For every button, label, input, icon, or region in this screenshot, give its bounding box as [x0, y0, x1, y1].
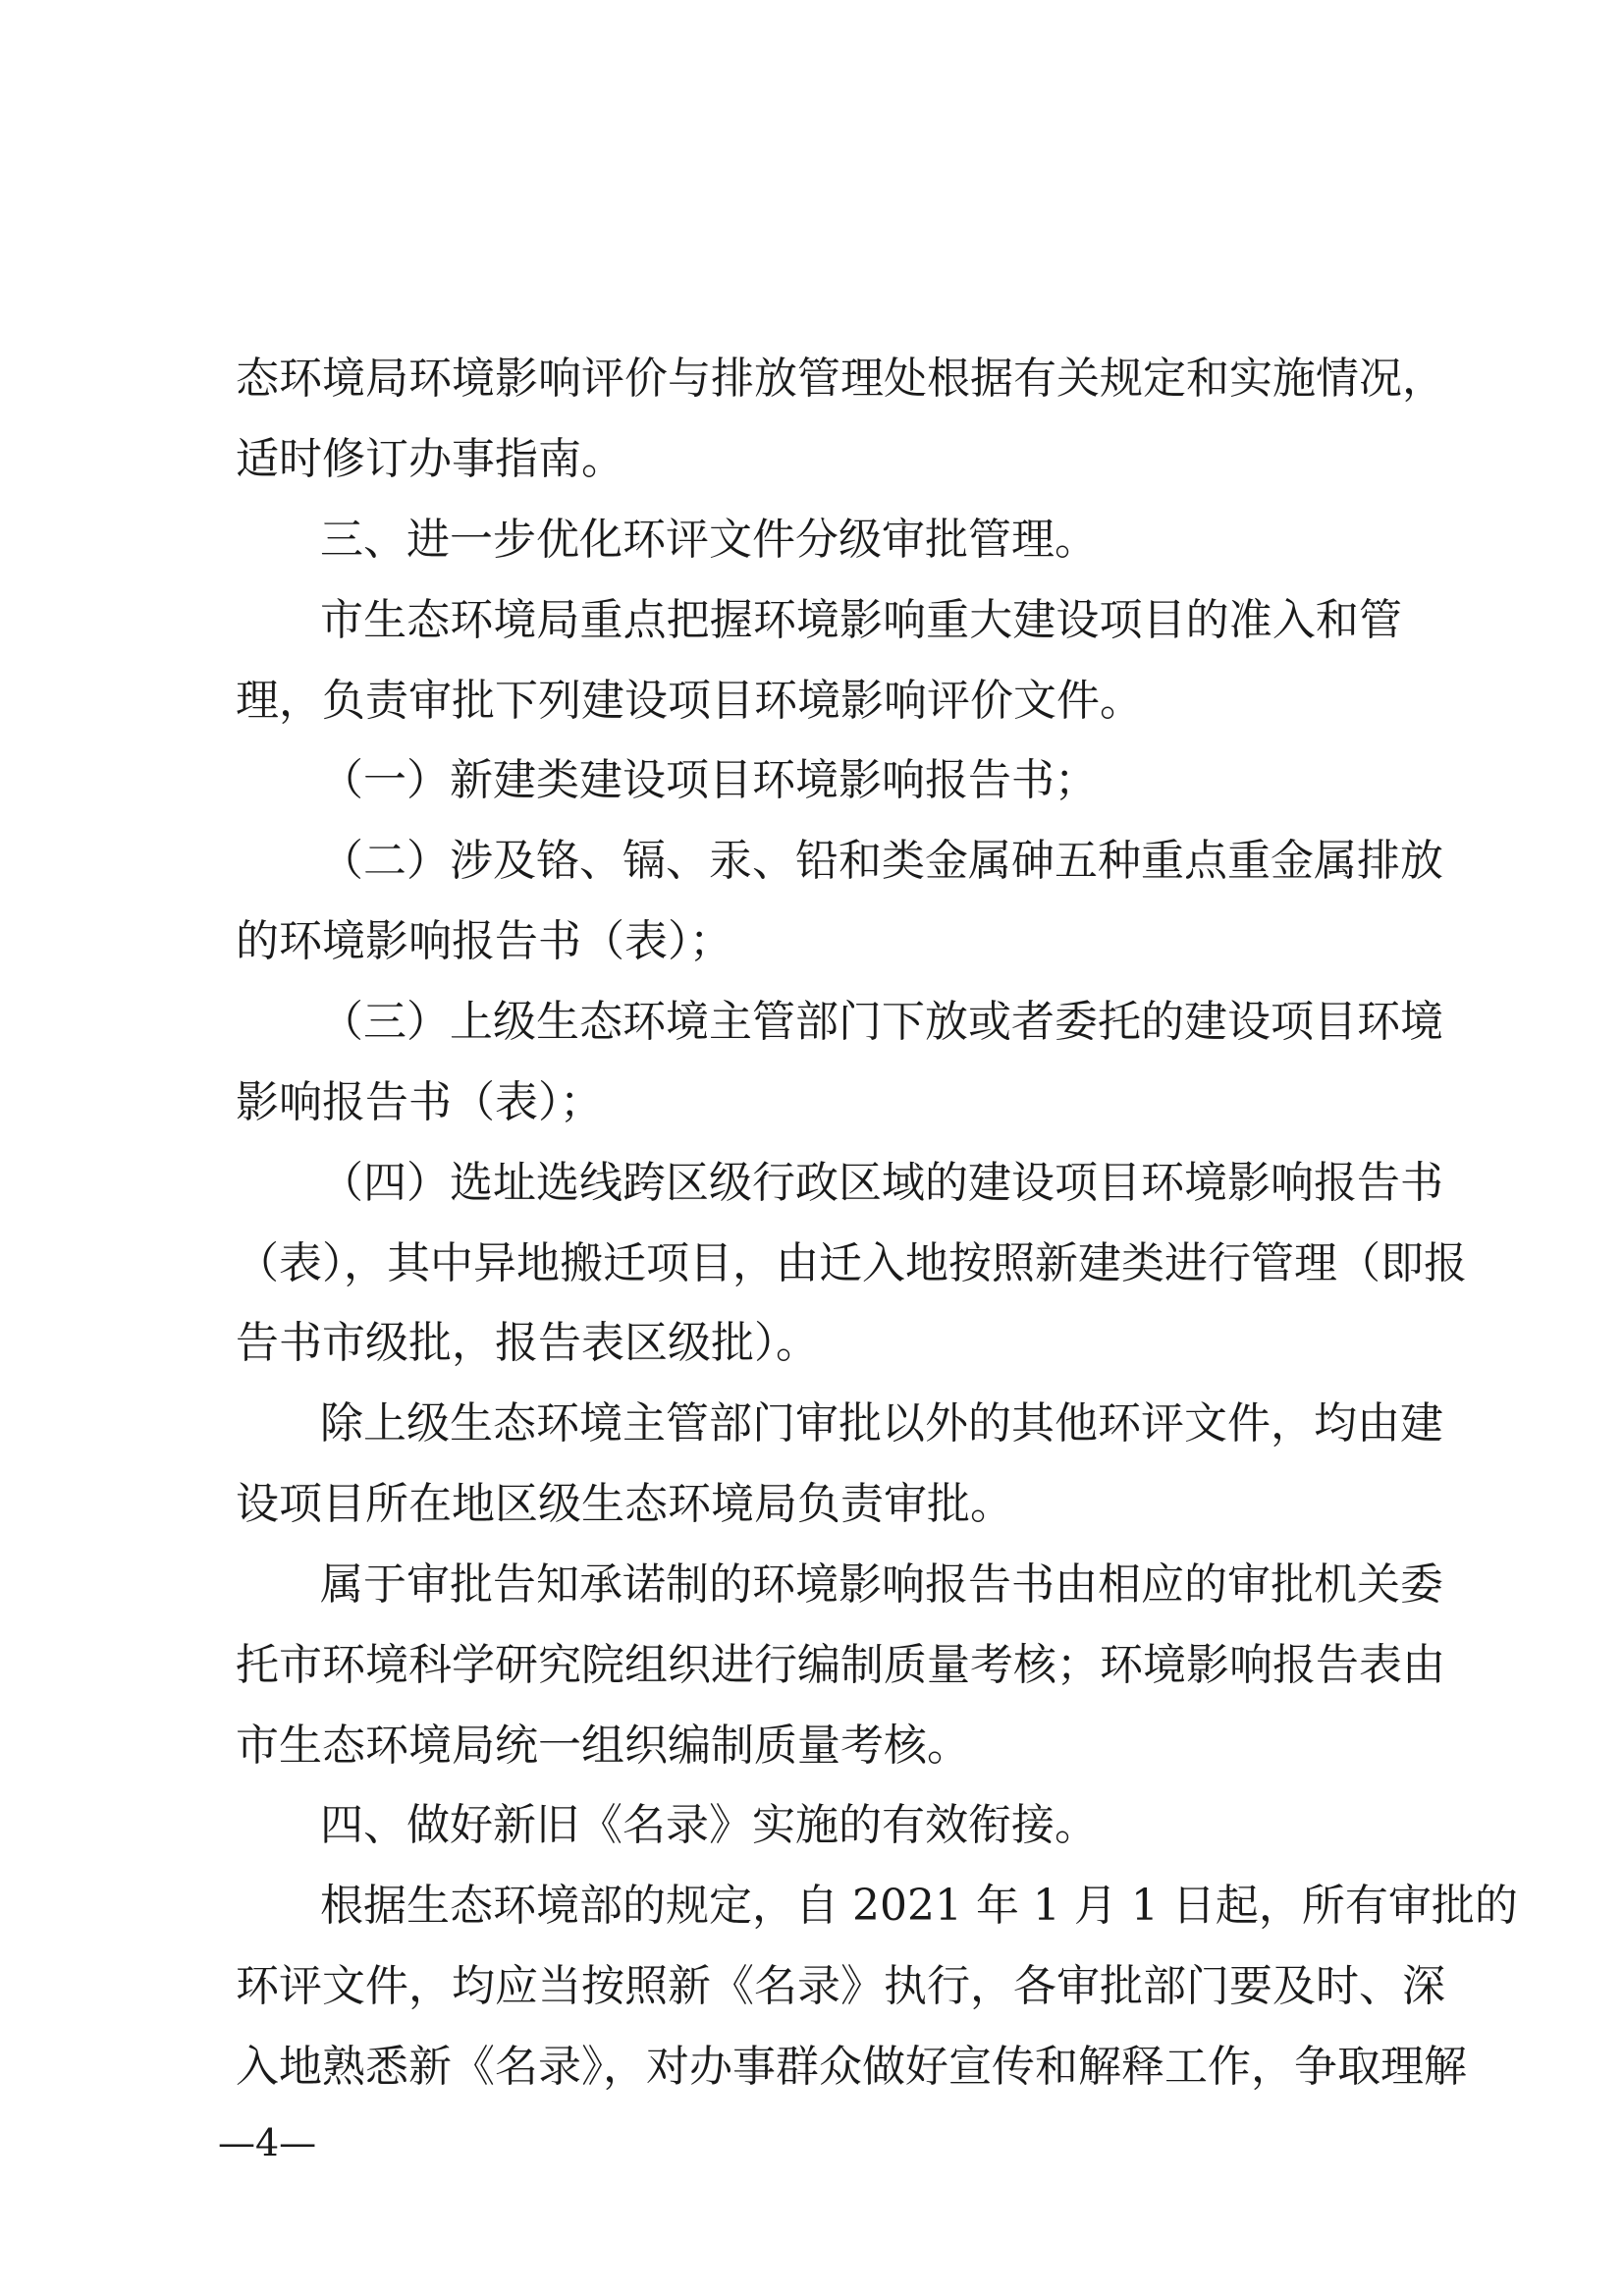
text-line: 托市环境科学研究院组织进行编制质量考核；环境影响报告表由 [236, 1640, 1445, 1690]
text-line: 根据生态环境部的规定，自 2021 年 1 月 1 日起，所有审批的 [320, 1881, 1518, 1931]
text-line: 态环境局环境影响评价与排放管理处根据有关规定和实施情况， [236, 354, 1445, 404]
text-line: （表），其中异地搬迁项目，由迁入地按照新建类进行管理（即报 [236, 1238, 1467, 1288]
list-item: （二）涉及铬、镉、汞、铅和类金属砷五种重点重金属排放 [320, 836, 1443, 886]
section-heading: 三、进一步优化环评文件分级审批管理。 [320, 515, 1098, 565]
text-line: 入地熟悉新《名录》，对办事群众做好宣传和解释工作，争取理解 [236, 2042, 1467, 2092]
text-line: 属于审批告知承诺制的环境影响报告书由相应的审批机关委 [320, 1559, 1443, 1610]
text-line: 环评文件，均应当按照新《名录》执行，各审批部门要及时、深 [236, 1961, 1445, 2011]
text-line: 除上级生态环境主管部门审批以外的其他环评文件，均由建 [320, 1398, 1443, 1449]
text-line: 市生态环境局统一组织编制质量考核。 [236, 1721, 970, 1771]
page-number: —4— [218, 2121, 317, 2164]
list-item: （三）上级生态环境主管部门下放或者委托的建设项目环境 [320, 997, 1443, 1047]
text-line: 告书市级批，报告表区级批）。 [236, 1318, 819, 1368]
list-item: （四）选址选线跨区级行政区域的建设项目环境影响报告书 [320, 1158, 1443, 1208]
text-line: 适时修订办事指南。 [236, 434, 624, 484]
text-line: 影响报告书（表）； [236, 1077, 603, 1127]
text-line: 理，负责审批下列建设项目环境影响评价文件。 [236, 676, 1143, 726]
section-heading: 四、做好新旧《名录》实施的有效衔接。 [320, 1800, 1098, 1850]
text-line: 的环境影响报告书（表）； [236, 916, 732, 966]
text-line: 市生态环境局重点把握环境影响重大建设项目的准入和管 [320, 595, 1402, 645]
list-item: （一）新建类建设项目环境影响报告书； [320, 755, 1098, 805]
text-line: 设项目所在地区级生态环境局负责审批。 [236, 1479, 1013, 1529]
